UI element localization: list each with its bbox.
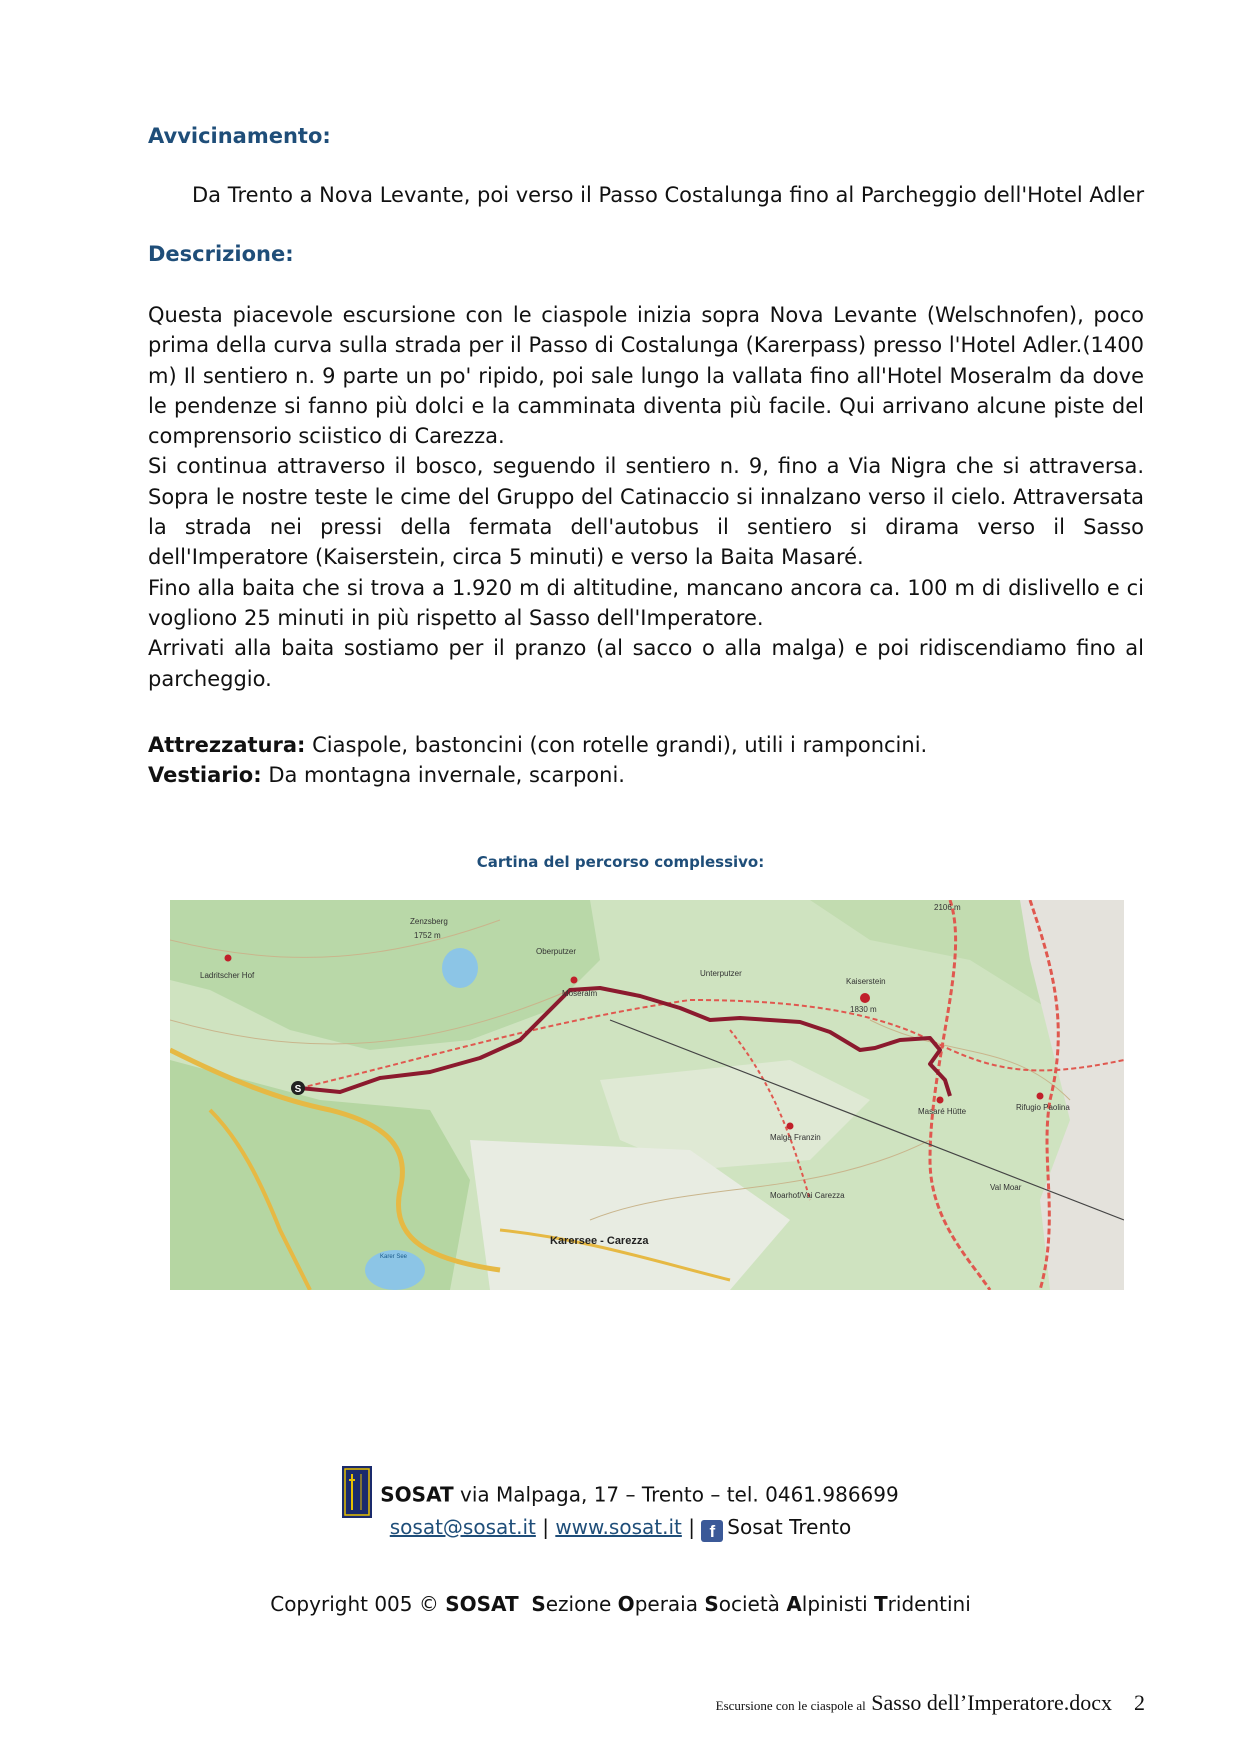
map-label: Rifugio Paolina [1016, 1103, 1070, 1112]
acronym-initial: S [531, 1592, 546, 1616]
equipment-text: Ciaspole, bastoncini (con rotelle grandi), utili i ramponcini. [305, 733, 928, 757]
copyright-line [0, 1592, 1241, 1616]
equipment-section [148, 730, 927, 790]
map-label: Masaré Hütte [918, 1107, 967, 1116]
acronym-word: lpinisti [801, 1592, 868, 1616]
acronym-initial: A [786, 1592, 802, 1616]
acronym-word: ocietà [718, 1592, 780, 1616]
map-label: Moseralm [562, 989, 598, 998]
email-link[interactable]: sosat@sosat.it [389, 1515, 536, 1539]
footer-org: SOSAT [380, 1482, 454, 1507]
copyright-org: SOSAT [445, 1592, 519, 1616]
map-label: Karersee - Carezza [550, 1235, 649, 1247]
map-label: Karer See [380, 1254, 408, 1260]
page-footer [716, 1690, 1145, 1716]
approach-heading: Avvicinamento: [148, 124, 331, 148]
equipment-line [148, 730, 927, 760]
page-number: 2 [1134, 1690, 1145, 1715]
clothing-line [148, 760, 927, 790]
acronym-word: peraia [634, 1592, 698, 1616]
map-label: Malga Franzin [770, 1133, 821, 1142]
map-label: Unterputzer [700, 969, 742, 978]
poi-marker [937, 1097, 944, 1104]
route-map-svg [170, 900, 1124, 1290]
map-label: 2106 m [934, 903, 961, 912]
acronym-word: ezione [545, 1592, 612, 1616]
map-caption: Cartina del percorso complessivo: [476, 853, 765, 871]
separator: | [535, 1515, 556, 1539]
website-link[interactable]: www.sosat.it [555, 1515, 682, 1539]
footer-filename-prefix: Escursione con le ciaspole al [715, 1698, 866, 1713]
map-label: Val Moar [990, 1183, 1022, 1192]
map-label: 1830 m [850, 1005, 877, 1014]
clothing-label: Vestiario: [148, 763, 262, 787]
description-body [148, 300, 1144, 694]
facebook-icon: f [701, 1520, 723, 1542]
description-heading: Descrizione: [148, 242, 294, 266]
footer-address: via Malpaga, 17 – Trento – tel. 0461.986699 [453, 1482, 899, 1507]
description-paragraph: Arrivati alla baita sostiamo per il pranzo (al sacco o alla malga) e poi ridiscendiamo fino al parcheggio. [148, 636, 1144, 691]
route-map [170, 900, 1124, 1290]
map-label: Oberputzer [536, 947, 577, 956]
acronym-initial: T [874, 1592, 888, 1616]
map-label: Kaiserstein [846, 977, 886, 986]
map-label: 1752 m [414, 931, 441, 940]
map-label: Moarhof/Vai Carezza [770, 1191, 845, 1200]
poi-marker [225, 955, 232, 962]
acronym-initial: S [704, 1592, 719, 1616]
facebook-name: Sosat Trento [727, 1515, 852, 1539]
description-paragraph: Questa piacevole escursione con le ciaspole inizia sopra Nova Levante (Welschnofen), poco prima della curva sulla strada per il Passo di Costalunga (Karerpass) presso l'Hotel Adler.(1400 m) Il sentiero n. 9 parte un po' ripido, poi sale lungo la vallata fino all'Hotel Moseralm da dove le pendenze si fanno più dolci e la camminata diventa più facile. Qui arrivano alcune piste del comprensorio sciistico di Carezza. [148, 303, 1144, 449]
footer-filename: Sasso dell’Imperatore.docx [865, 1690, 1112, 1715]
acronym-word: ridentini [887, 1592, 971, 1616]
map-label: Ladritscher Hof [200, 971, 255, 980]
description-paragraph: Si continua attraverso il bosco, seguendo il sentiero n. 9, fino a Via Nigra che si attraversa. Sopra le nostre teste le cime del Gruppo del Catinaccio si innalzano verso il cielo. Attraversata la strada nei pressi della fermata dell'autobus il sentiero si dirama verso il Sasso dell'Imperatore (Kaiserstein, circa 5 minuti) e verso la Baita Masaré. [148, 454, 1144, 570]
separator: | [681, 1515, 702, 1539]
copyright-prefix: Copyright 005 © [270, 1592, 446, 1616]
clothing-text: Da montagna invernale, scarponi. [261, 763, 625, 787]
acronym-initial: O [617, 1592, 635, 1616]
start-marker-label: S [294, 1084, 302, 1095]
equipment-label: Attrezzatura: [148, 733, 306, 757]
poi-marker [1037, 1093, 1044, 1100]
poi-marker [571, 977, 578, 984]
sosat-logo-icon [342, 1466, 372, 1518]
map-label: Zenzsberg [410, 917, 448, 926]
summit-marker [860, 993, 870, 1003]
footer-links [0, 1515, 1241, 1542]
description-paragraph: Fino alla baita che si trova a 1.920 m di altitudine, mancano ancora ca. 100 m di dislivello e ci vogliono 25 minuti in più rispetto al Sasso dell'Imperatore. [148, 575, 1144, 630]
lake [442, 948, 478, 988]
poi-marker [787, 1123, 794, 1130]
approach-text: Da Trento a Nova Levante, poi verso il Passo Costalunga fino al Parcheggio dell'Hotel Adler [192, 183, 1145, 207]
